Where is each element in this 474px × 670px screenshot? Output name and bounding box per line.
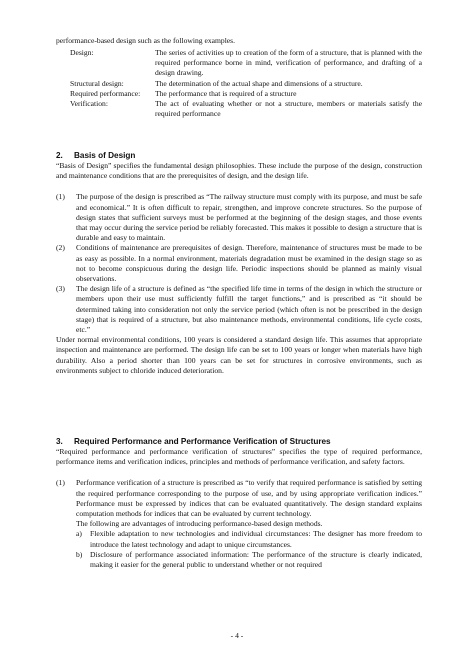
list-item-text: Performance verification of a structure is prescribed as “to verify that required performance is satisfied by setting the required performance corresponding to the purpose of use, and by using appropriate verification indices.” Performance must be expressed by indices that can be evaluated quantitatively. The design standard explains computation methods for indices that can be evaluated by current technology. [76, 478, 422, 519]
definition-term: Verification: [70, 99, 108, 109]
section-basis-of-design [56, 150, 422, 376]
definition-row [70, 79, 422, 89]
sub-item: a) Flexible adaptation to new technologies and individual circumstances: The designer has more freedom to introduce the latest technology and adapt to unique circumstances. [76, 529, 422, 549]
section-heading: 3. Required Performance and Performance Verification of Structures [56, 437, 331, 446]
list-item: (1) The purpose of the design is prescribed as “The railway structure must comply with its purpose, and must be safe and economical.” It is often difficult to repair, strengthen, and improve concrete structures. So the purpose of design states that sufficient surveys must be performed at the beginning of the design stages, and those events that may occur during the service period be reliably forecasted. This makes it possible to design a structure that is durable and easy to maintain. [56, 192, 422, 243]
definition-term: Structural design: [70, 78, 124, 88]
list-item: (2) Conditions of maintenance are prerequisites of design. Therefore, maintenance of structures must be made to be as easy as possible. In a normal environment, materials degradation must be examined in the design stage so as not to become conspicuous during the design life. Periodic inspections should be planned as mainly visual observations. [56, 243, 422, 284]
list-item: (1) Performance verification of a structure is prescribed as “to verify that required performance is satisfied by setting the required performance corresponding to the purpose of use, and by using appropriate verification indices.” Performance must be expressed by indices that can be evaluated quantitatively. The design standard explains computation methods for indices that can be evaluated by current technology. The following are advantages of introducing performance-based design methods. a) Flexible adaptation to new technologies and individual circumstances: The designer has more freedom to introduce the latest technology and adapt to unique circumstances. b) Disclosure of performance associated information: The performance of the structure is clearly indicated, making it easier for the general public to understand whether or not required [56, 478, 422, 570]
section-intro: “Required performance and performance verification of structures” specifies the type of required performance, performance items and verification indices, principles and methods of performance verification, and safety factors. [56, 447, 422, 467]
definition-term: Design: [70, 48, 94, 57]
definition-text: The act of evaluating whether or not a structure, members or materials satisfy the required performance [155, 99, 422, 119]
definition-text: The series of activities up to creation of the form of a structure, that is planned with the required performance borne in mind, verification of performance, and drafting of a design drawing. [155, 48, 422, 78]
list-item: (3) The design life of a structure is defined as “the specified life time in terms of the design in which the structure or members upon their use must sufficiently fulfill the target functions,” and is prescribed as “it should be determined taking into consideration not only the service period (which often is not be prescribed in the design stage) that is required of a structure, but also maintenance methods, environmental conditions, life cycle costs, etc.” [56, 284, 422, 335]
sub-item: b) Disclosure of performance associated information: The performance of the structure is clearly indicated, making it easier for the general public to understand whether or not required [76, 549, 422, 570]
section-closing: Under normal environmental conditions, 100 years is considered a standard design life. This assumes that appropriate inspection and maintenance are performed. The design life can be set to 100 years or longer when materials have high durability. Also a period shorter than 100 years can be set for structures in corrosive environments, such as environments subject to chloride induced deterioration. [56, 335, 422, 375]
section-required-performance [56, 436, 422, 570]
page-number: - 4 - [230, 631, 244, 640]
definition-row [70, 48, 422, 79]
definition-row [70, 99, 422, 119]
definition-list [70, 48, 422, 119]
definition-term: Required performance: [70, 88, 141, 98]
section-intro: “Basis of Design” specifies the fundamental design philosophies. These include the purpose of the design, construction and maintenance conditions that are the prerequisites of design, and the design life. [56, 161, 422, 181]
definition-text: The determination of the actual shape and dimensions of a structure. [155, 78, 363, 88]
intro-line: performance-based design such as the following examples. [56, 36, 236, 45]
definition-row [70, 89, 422, 99]
section-heading: 2. Basis of Design [56, 151, 136, 160]
advantages-intro: The following are advantages of introducing performance-based design methods. [76, 519, 323, 529]
definition-text: The performance that is required of a structure [155, 88, 297, 98]
